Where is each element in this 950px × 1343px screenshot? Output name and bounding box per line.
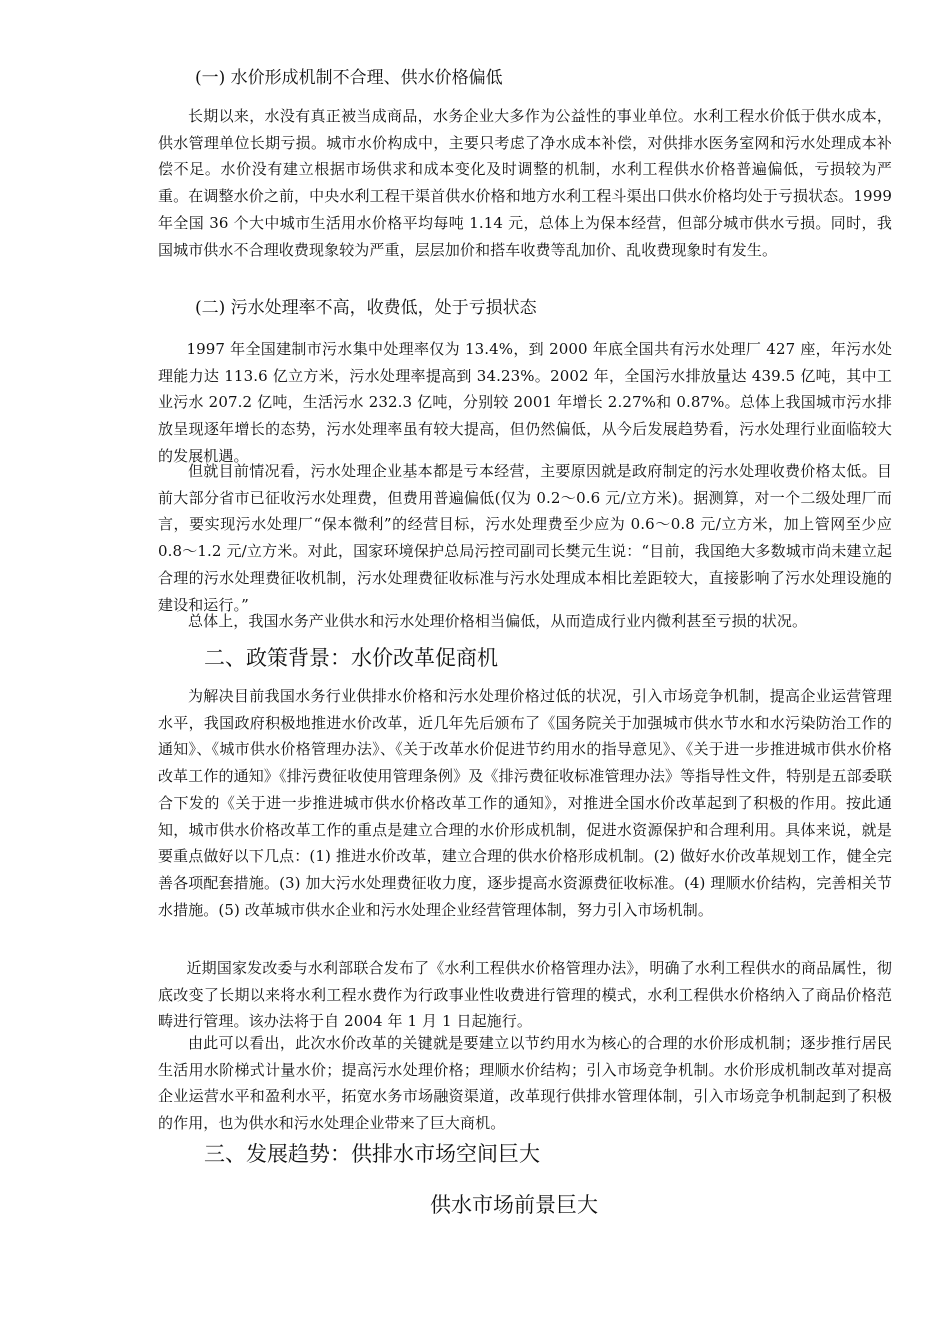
- paragraph-sewage-pricing: 但就目前情况看，污水处理企业基本都是亏本经营，主要原因就是政府制定的污水处理收费价格太低。目前大部分省市已征收污水处理费，但费用普遍偏低(仅为 0.2～0.6 元/立方米)。据测算，对一个二级处理厂而言，要实现污水处理厂“保本微利”的经营目标，污水处理费至少应为 0.6～0.8 元/立方米，加上管网至少应 0.8～1.2 元/立方米。对此，国家环境保护总局污控司副司长樊元生说：“目前，我国绝大多数城市尚未建立起合理的污水处理费征收机制，污水处理费征收标准与污水处理成本相比差距较大，直接影响了污水处理设施的建设和运行。”: [158, 462, 892, 614]
- section-heading-policy-background: 二、政策背景：水价改革促商机: [204, 646, 498, 670]
- paragraph-policy-reform: 为解决目前我国水务行业供排水价格和污水处理价格过低的状况，引入市场竞争机制，提高企业运营管理水平，我国政府积极地推进水价改革，近几年先后颁布了《国务院关于加强城市供水节水和水污染防治工作的通知》、《城市供水价格管理办法》、《关于改革水价促进节约用水的指导意见》、《关于进一步推进城市供水价格改革工作的通知》《排污费征收使用管理条例》及《排污费征收标准管理办法》等指导性文件，特别是五部委联合下发的《关于进一步推进城市供水价格改革工作的通知》，对推进全国水价改革起到了积极的作用。按此通知，城市供水价格改革工作的重点是建立合理的水价形成机制，促进水资源保护和合理利用。具体来说，就是要重点做好以下几点：(1) 推进水价改革，建立合理的供水价格形成机制。(2) 做好水价改革规划工作，健全完善各项配套措施。(3) 加大污水处理费征收力度，逐步提高水资源费征收标准。(4) 理顺水价结构，完善相关节水措施。(5) 改革城市供水企业和污水处理企业经营管理体制，努力引入市场机制。: [158, 687, 892, 919]
- paragraph-irrigation-pricing-rule: 近期国家发改委与水利部联合发布了《水利工程供水价格管理办法》，明确了水利工程供水的商品属性，彻底改变了长期以来将水利工程水费作为行政事业性收费进行管理的模式，水利工程供水价格纳入了商品价格范畴进行管理。该办法将于自 2004 年 1 月 1 日起施行。: [158, 959, 892, 1031]
- paragraph-sewage-summary: 总体上，我国水务产业供水和污水处理价格相当偏低，从而造成行业内微利甚至亏损的状况。: [188, 612, 808, 630]
- subsection-heading-water-price-mechanism: (一) 水价形成机制不合理、供水价格偏低: [195, 68, 503, 88]
- subsection-heading-sewage-treatment: (二) 污水处理率不高，收费低，处于亏损状态: [195, 298, 537, 318]
- subheading-water-market-prospect: 供水市场前景巨大: [430, 1193, 598, 1217]
- paragraph-water-price-low: 长期以来，水没有真正被当成商品，水务企业大多作为公益性的事业单位。水利工程水价低于供水成本，供水管理单位长期亏损。城市水价构成中，主要只考虑了净水成本补偿，对供排水医务室网和污水处理成本补偿不足。水价没有建立根据市场供求和成本变化及时调整的机制，水利工程供水价格普遍偏低，亏损较为严重。在调整水价之前，中央水利工程干渠首供水价格和地方水利工程斗渠出口供水价格均处于亏损状态。1999 年全国 36 个大中城市生活用水价格平均每吨 1.14 元，总体上为保本经营，但部分城市供水亏损。同时，我国城市供水不合理收费现象较为严重，层层加价和搭车收费等乱加价、乱收费现象时有发生。: [158, 107, 892, 259]
- section-heading-development-trend: 三、发展趋势：供排水市场空间巨大: [204, 1142, 540, 1166]
- paragraph-sewage-statistics: 1997 年全国建制市污水集中处理率仅为 13.4%，到 2000 年底全国共有污水处理厂 427 座，年污水处理能力达 113.6 亿立方米，污水处理率提高到 34.23%。2002 年，全国污水排放量达 439.5 亿吨，其中工业污水 207.2 亿吨，生活污水 232.3 亿吨，分别较 2001 年增长 2.27%和 0.87%。总体上我国城市污水排放呈现逐年增长的态势，污水处理率虽有较大提高，但仍然偏低，从今后发展趋势看，污水处理行业面临较大的发展机遇。: [158, 340, 892, 465]
- paragraph-reform-conclusion: 由此可以看出，此次水价改革的关键就是要建立以节约用水为核心的合理的水价形成机制；逐步推行居民生活用水阶梯式计量水价；提高污水处理价格；理顺水价结构；引入市场竞争机制。水价形成机制改革对提高企业运营水平和盈利水平，拓宽水务市场融资渠道，改革现行供排水管理体制，引入市场竞争机制起到了积极的作用，也为供水和污水处理企业带来了巨大商机。: [158, 1034, 892, 1133]
